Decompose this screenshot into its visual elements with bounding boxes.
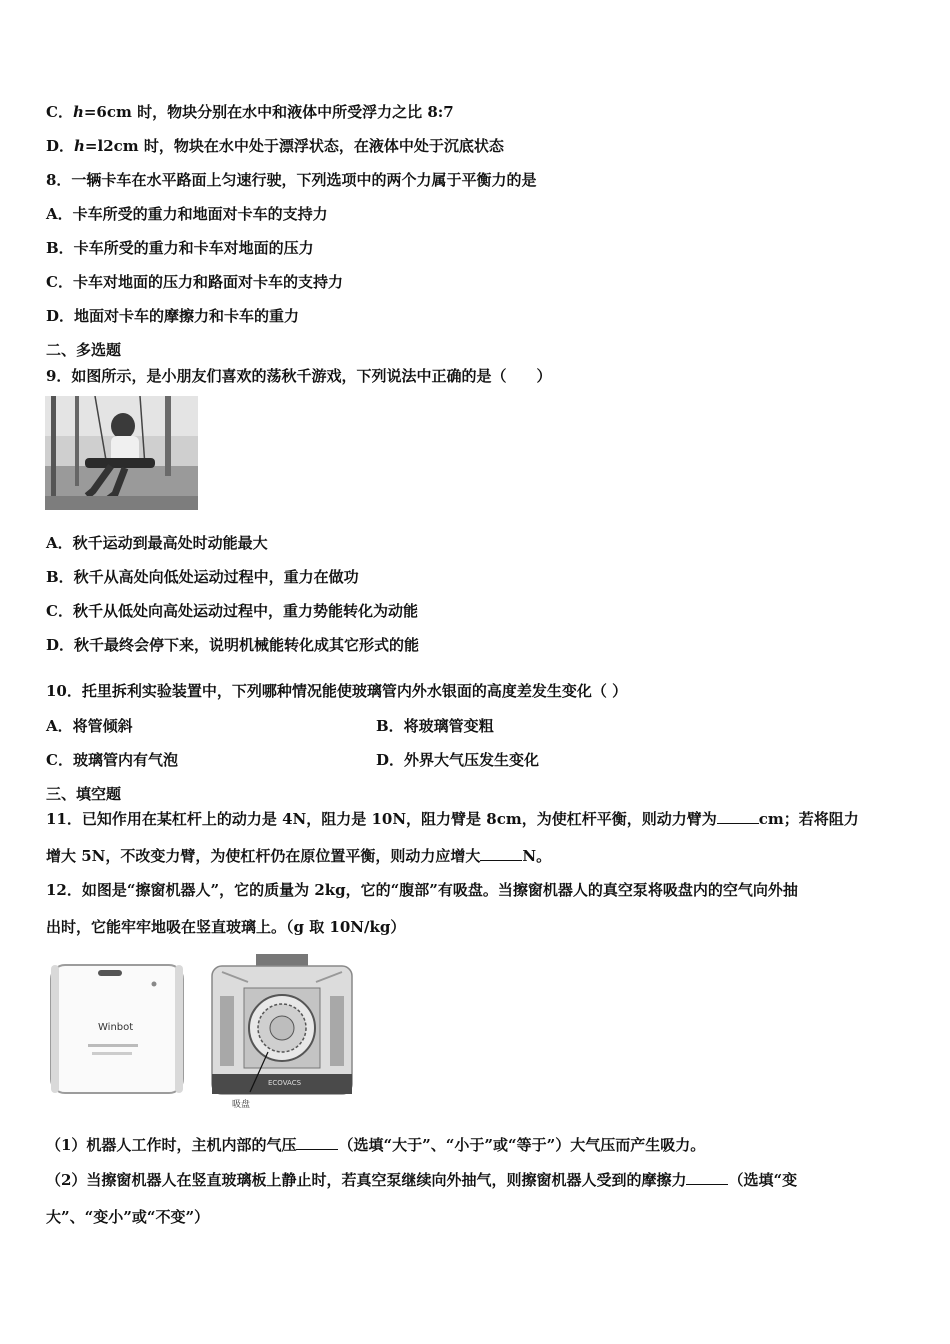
q12-blank-1[interactable] (296, 1135, 338, 1150)
section-heading-multi-choice: 二、多选题 (46, 341, 122, 359)
q12-sub-2-line-2: 大”、“变小”或“不变”） (46, 1208, 210, 1226)
robot-bottom-figure (208, 952, 356, 1112)
q10-option-a: A．将管倾斜 (46, 717, 133, 735)
q8-option-d: D．地面对卡车的摩擦力和卡车的重力 (46, 307, 300, 325)
q9-option-c: C．秋千从低处向高处运动过程中，重力势能转化为动能 (46, 602, 418, 620)
robot-bottom-brand: ECOVACS (268, 1079, 302, 1087)
q7-option-d: D．h=l2cm 时，物块在水中处于漂浮状态，在液体中处于沉底状态 (46, 137, 504, 155)
q12-sub-2: （2）当擦窗机器人在竖直玻璃板上静止时，若真空泵继续向外抽气，则擦窗机器人受到的摩擦力 （选填“变 (46, 1171, 798, 1189)
q12-stem-line-1: 12．如图是“擦窗机器人”，它的质量为 2kg，它的“腹部”有吸盘。当擦窗机器人的真空泵将吸盘内的空气向外抽 (46, 881, 798, 899)
q7-option-c: C．h=6cm 时，物块分别在水中和液体中所受浮力之比 8:7 (46, 103, 454, 121)
swing-photo-graphic (45, 396, 198, 510)
q11-line-1: 11．已知作用在某杠杆上的动力是 4N，阻力是 10N，阻力臂是 8cm，为使杠杆平衡，则动力臂为 cm；若将阻力 (46, 810, 859, 828)
q10-stem: 10．托里拆利实验装置中，下列哪种情况能使玻璃管内外水银面的高度差发生变化（ ） (46, 682, 628, 700)
q9-option-b: B．秋千从高处向低处运动过程中，重力在做功 (46, 568, 359, 586)
robot-bottom-graphic (208, 952, 356, 1112)
q9-option-a: A．秋千运动到最高处时动能最大 (46, 534, 268, 552)
q10-option-c: C．玻璃管内有气泡 (46, 751, 178, 769)
robot-brand-label: Winbot (98, 1022, 134, 1033)
q11-blank-1[interactable] (717, 809, 759, 824)
q12-sub-1: （1）机器人工作时，主机内部的气压 （选填“大于”、“小于”或“等于”）大气压而产生吸力。 (46, 1136, 706, 1154)
q9-stem: 9．如图所示，是小朋友们喜欢的荡秋千游戏，下列说法中正确的是（ ） (46, 367, 552, 385)
q8-option-a: A．卡车所受的重力和地面对卡车的支持力 (46, 205, 328, 223)
q8-option-b: B．卡车所受的重力和卡车对地面的压力 (46, 239, 314, 257)
q11-blank-2[interactable] (480, 846, 522, 861)
sucker-label: 吸盘 (232, 1100, 251, 1110)
q12-blank-2[interactable] (686, 1170, 728, 1185)
robot-front-figure (48, 962, 186, 1096)
q12-stem-line-2: 出时，它能牢牢地吸在竖直玻璃上。（g 取 10N/kg） (46, 918, 406, 936)
q10-option-d: D．外界大气压发生变化 (376, 751, 540, 769)
q8-stem: 8．一辆卡车在水平路面上匀速行驶，下列选项中的两个力属于平衡力的是 (46, 171, 537, 189)
q9-option-d: D．秋千最终会停下来，说明机械能转化成其它形式的能 (46, 636, 420, 654)
swing-photo (45, 396, 198, 510)
q11-line-2: 增大 5N，不改变力臂，为使杠杆仍在原位置平衡，则动力应增大 N。 (46, 847, 552, 865)
q10-option-b: B．将玻璃管变粗 (376, 717, 494, 735)
q8-option-c: C．卡车对地面的压力和路面对卡车的支持力 (46, 273, 343, 291)
section-heading-fill-in: 三、填空题 (46, 785, 122, 803)
